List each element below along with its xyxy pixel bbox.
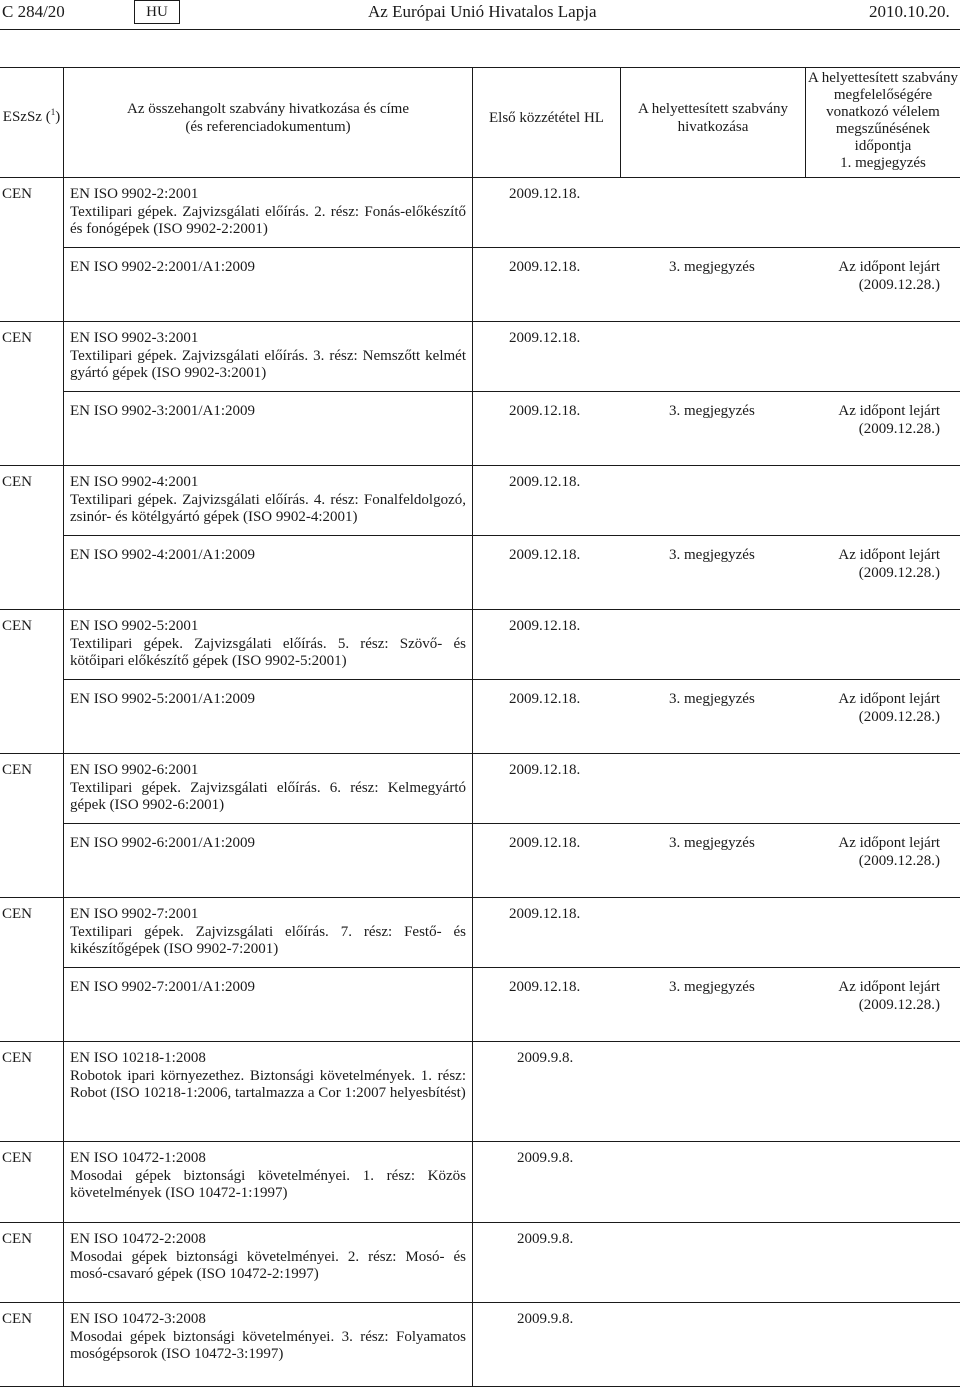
standard-reference-and-title bbox=[70, 762, 466, 815]
standard-title: Textilipari gépek. Zajvizsgálati előírás. 4. rész: Fonalfeldolgozó, zsinór- és kötélgyártó gépek (ISO 9902-4:2001) bbox=[70, 491, 466, 525]
amendment-reference: EN ISO 9902-3:2001/A1:2009 bbox=[70, 403, 255, 419]
standard-reference-and-title bbox=[70, 474, 466, 527]
footnote-marker: 1 bbox=[50, 107, 56, 117]
amendment-divider bbox=[64, 247, 960, 248]
standard-title: Textilipari gépek. Zajvizsgálati előírás. 2. rész: Fonás-előkészítő és fonógépek (ISO 9902-2:2001) bbox=[70, 203, 466, 237]
first-publication-date: 2009.9.8. bbox=[517, 1231, 574, 1247]
column-header-standard: Az összehangolt szabvány hivatkozása és címe (és referenciadokumentum) bbox=[127, 101, 409, 135]
standard-reference: EN ISO 9902-7:2001 bbox=[70, 906, 199, 922]
cessation-date bbox=[806, 835, 940, 870]
standard-title: Mosodai gépek biztonsági követelményei. 3. rész: Folyamatos mosógépsorok (ISO 10472-3:1997) bbox=[70, 1328, 466, 1362]
column-header-first-publication: Első közzététel HL bbox=[489, 110, 604, 126]
amendment-first-publication-date: 2009.12.18. bbox=[509, 691, 581, 707]
cessation-status: Az időpont lejárt bbox=[838, 403, 940, 419]
first-publication-date: 2009.12.18. bbox=[509, 762, 581, 778]
cessation-date bbox=[806, 979, 940, 1014]
amendment-reference: EN ISO 9902-2:2001/A1:2009 bbox=[70, 259, 255, 275]
page-header bbox=[0, 0, 960, 26]
language-badge: HU bbox=[134, 0, 180, 24]
organisation: CEN bbox=[2, 906, 32, 922]
row-separator bbox=[0, 753, 960, 754]
standard-title: Textilipari gépek. Zajvizsgálati előírás. 5. rész: Szövő- és kötőipari előkészítő gépek (ISO 9902-5:2001) bbox=[70, 635, 466, 669]
standard-reference: EN ISO 9902-6:2001 bbox=[70, 762, 199, 778]
amendment-divider bbox=[64, 967, 960, 968]
page-reference: C 284/20 bbox=[2, 2, 65, 21]
table-head-rule bbox=[0, 177, 960, 178]
table-top-rule bbox=[0, 67, 960, 68]
standard-reference-and-title bbox=[70, 1311, 466, 1364]
cessation-date bbox=[806, 403, 940, 438]
first-publication-date: 2009.9.8. bbox=[517, 1311, 574, 1327]
first-publication-date: 2009.12.18. bbox=[509, 618, 581, 634]
cessation-status: Az időpont lejárt bbox=[838, 259, 940, 275]
organisation: CEN bbox=[2, 762, 32, 778]
row-separator bbox=[0, 321, 960, 322]
row-separator bbox=[0, 897, 960, 898]
column-header-organisation: ESzSz ($^1$) bbox=[2, 107, 61, 125]
cessation-date-value: (2009.12.28.) bbox=[858, 708, 940, 725]
header-rule bbox=[0, 29, 960, 30]
row-separator bbox=[0, 1222, 960, 1223]
standard-reference-and-title bbox=[70, 330, 466, 383]
standard-reference: EN ISO 10218-1:2008 bbox=[70, 1050, 206, 1066]
standard-reference-and-title bbox=[70, 1231, 466, 1284]
publication-date: 2010.10.20. bbox=[869, 2, 950, 21]
first-publication-date: 2009.9.8. bbox=[517, 1150, 574, 1166]
standard-reference-and-title bbox=[70, 1150, 466, 1203]
column-header-superseded: A helyettesített szabvány hivatkozása bbox=[638, 101, 788, 135]
standard-reference: EN ISO 10472-1:2008 bbox=[70, 1150, 206, 1166]
standard-reference-and-title bbox=[70, 186, 466, 239]
row-separator bbox=[0, 609, 960, 610]
cessation-status: Az időpont lejárt bbox=[838, 547, 940, 563]
first-publication-date: 2009.12.18. bbox=[509, 474, 581, 490]
standard-reference: EN ISO 9902-5:2001 bbox=[70, 618, 199, 634]
cessation-date-value: (2009.12.28.) bbox=[858, 420, 940, 437]
standard-reference: EN ISO 10472-2:2008 bbox=[70, 1231, 206, 1247]
amendment-first-publication-date: 2009.12.18. bbox=[509, 547, 581, 563]
row-separator bbox=[0, 1041, 960, 1042]
amendment-first-publication-date: 2009.12.18. bbox=[509, 403, 581, 419]
column-header-cessation-date: A helyettesített szabvány megfelelőségére vonatkozó vélelem megszűnésének időpontja 1. megjegyzés bbox=[808, 70, 958, 171]
row-separator bbox=[0, 1141, 960, 1142]
first-publication-date: 2009.12.18. bbox=[509, 906, 581, 922]
standard-title: Robotok ipari környezethez. Biztonsági követelmények. 1. rész: Robot (ISO 10218-1:2006, tartalmazza a Cor 1:2007 helyesbítést) bbox=[70, 1067, 466, 1101]
organisation: CEN bbox=[2, 1150, 32, 1166]
amendment-first-publication-date: 2009.12.18. bbox=[509, 835, 581, 851]
organisation: CEN bbox=[2, 330, 32, 346]
amendment-divider bbox=[64, 535, 960, 536]
journal-title: Az Európai Unió Hivatalos Lapja bbox=[368, 2, 597, 21]
organisation: CEN bbox=[2, 1311, 32, 1327]
row-separator bbox=[0, 1302, 960, 1303]
cessation-date bbox=[806, 547, 940, 582]
column-divider bbox=[472, 67, 473, 1386]
column-divider bbox=[63, 67, 64, 1386]
standard-reference: EN ISO 9902-4:2001 bbox=[70, 474, 199, 490]
cessation-date-value: (2009.12.28.) bbox=[858, 276, 940, 293]
standard-reference-and-title bbox=[70, 1050, 466, 1103]
amendment-reference: EN ISO 9902-6:2001/A1:2009 bbox=[70, 835, 255, 851]
amendment-first-publication-date: 2009.12.18. bbox=[509, 259, 581, 275]
organisation: CEN bbox=[2, 618, 32, 634]
superseded-standard-note: 3. megjegyzés bbox=[669, 979, 755, 995]
standard-reference: EN ISO 9902-2:2001 bbox=[70, 186, 199, 202]
cessation-date-value: (2009.12.28.) bbox=[858, 996, 940, 1013]
standard-title: Textilipari gépek. Zajvizsgálati előírás. 7. rész: Festő- és kikészítőgépek (ISO 9902-7:2001) bbox=[70, 923, 466, 957]
standard-reference: EN ISO 10472-3:2008 bbox=[70, 1311, 206, 1327]
amendment-reference: EN ISO 9902-7:2001/A1:2009 bbox=[70, 979, 255, 995]
first-publication-date: 2009.12.18. bbox=[509, 186, 581, 202]
standard-title: Textilipari gépek. Zajvizsgálati előírás. 6. rész: Kelmegyártó gépek (ISO 9902-6:2001) bbox=[70, 779, 466, 813]
amendment-reference: EN ISO 9902-5:2001/A1:2009 bbox=[70, 691, 255, 707]
amendment-first-publication-date: 2009.12.18. bbox=[509, 979, 581, 995]
first-publication-date: 2009.9.8. bbox=[517, 1050, 574, 1066]
amendment-divider bbox=[64, 679, 960, 680]
superseded-standard-note: 3. megjegyzés bbox=[669, 691, 755, 707]
cessation-date bbox=[806, 259, 940, 294]
amendment-divider bbox=[64, 391, 960, 392]
superseded-standard-note: 3. megjegyzés bbox=[669, 835, 755, 851]
cessation-status: Az időpont lejárt bbox=[838, 691, 940, 707]
standard-reference: EN ISO 9902-3:2001 bbox=[70, 330, 199, 346]
cessation-status: Az időpont lejárt bbox=[838, 979, 940, 995]
superseded-standard-note: 3. megjegyzés bbox=[669, 547, 755, 563]
cessation-date-value: (2009.12.28.) bbox=[858, 564, 940, 581]
cessation-status: Az időpont lejárt bbox=[838, 835, 940, 851]
cessation-date bbox=[806, 691, 940, 726]
cessation-date-value: (2009.12.28.) bbox=[858, 852, 940, 869]
superseded-standard-note: 3. megjegyzés bbox=[669, 259, 755, 275]
first-publication-date: 2009.12.18. bbox=[509, 330, 581, 346]
organisation: CEN bbox=[2, 1231, 32, 1247]
superseded-standard-note: 3. megjegyzés bbox=[669, 403, 755, 419]
organisation: CEN bbox=[2, 474, 32, 490]
standard-title: Mosodai gépek biztonsági követelményei. 2. rész: Mosó- és mosó-csavaró gépek (ISO 10472-2:1997) bbox=[70, 1248, 466, 1282]
standard-title: Mosodai gépek biztonsági követelményei. 1. rész: Közös követelmények (ISO 10472-1:1997) bbox=[70, 1167, 466, 1201]
amendment-reference: EN ISO 9902-4:2001/A1:2009 bbox=[70, 547, 255, 563]
row-separator bbox=[0, 465, 960, 466]
standard-title: Textilipari gépek. Zajvizsgálati előírás. 3. rész: Nemszőtt kelmét gyártó gépek (ISO 9902-3:2001) bbox=[70, 347, 466, 381]
standard-reference-and-title bbox=[70, 618, 466, 671]
standard-reference-and-title bbox=[70, 906, 466, 959]
organisation: CEN bbox=[2, 186, 32, 202]
organisation: CEN bbox=[2, 1050, 32, 1066]
amendment-divider bbox=[64, 823, 960, 824]
